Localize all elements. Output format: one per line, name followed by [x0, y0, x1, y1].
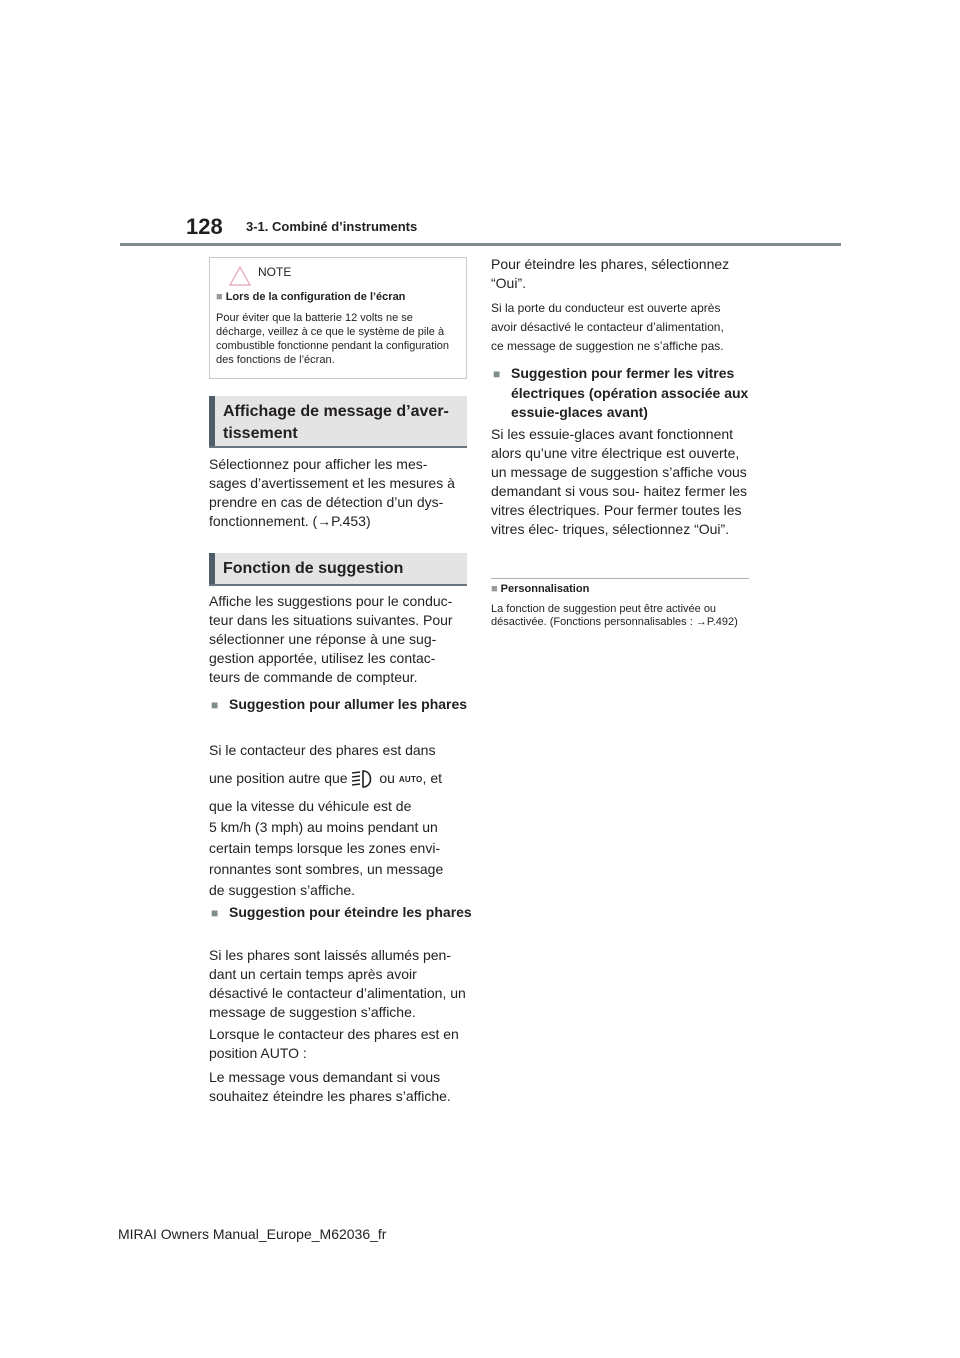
auto-icon: AUTO — [398, 774, 423, 784]
bullet-headlights-off: ■ Suggestion pour éteindre les phares — [211, 903, 485, 923]
heading-underline — [209, 584, 467, 586]
bullet-windows: ■ Suggestion pour fermer les vitres électriques (opération associée aux essuie-glaces avant) — [493, 364, 767, 422]
square-bullet-icon: ■ — [216, 291, 226, 303]
headlight-beam-icon — [351, 770, 375, 788]
headlights-off-text1: Si les phares sont laissés allumés pen- dant un certain temps après avoir désactivé le contacteur d’alimentation, un message de suggestion s’affiche. — [209, 947, 466, 1020]
heading-underline — [209, 446, 467, 448]
headlights-off-text2: Lorsque le contacteur des phares est en position AUTO : — [209, 1026, 459, 1061]
headlights-off-text4: Pour éteindre les phares, sélectionnez “Oui”. — [491, 256, 730, 291]
note-box — [209, 257, 467, 379]
windows-text: Si les essuie-glaces avant fonctionnent alors qu’une vitre électrique est ouverte, un message de suggestion s’affiche vous demandant si vous sou- haitez fermer les vitres électriques. Pour fermer toutes les vitres élec- triques, sélectionnez “Oui”. — [491, 426, 748, 537]
personalisation-divider — [491, 578, 749, 579]
heading-warning-message: Affichage de message d’aver- tissement — [209, 396, 467, 446]
warning-triangle-icon — [229, 266, 251, 286]
headlights-on-text: Si le contacteur des phares est dans une position autre que ou AUTO, et que la vitesse du véhicule est de 5 km/h (3 mph) au moins pendant un certain temps lorsque les zones envi- ronnantes sont sombres, un message de suggestion s’affiche. — [209, 742, 444, 898]
personalisation-title: ■ Personnalisation — [491, 583, 589, 595]
warning-text: Sélectionnez pour afficher les mes- sages d’avertissement et les mesures à prendre en cas de détection d’un dys- fonctionnement. (→P.453) — [209, 456, 455, 529]
bullet-headlights-on: ■ Suggestion pour allumer les phares — [211, 695, 485, 715]
note-subtitle: ■ Lors de la configuration de l’écran — [216, 291, 406, 303]
headlights-off-text3: Le message vous demandant si vous souhaitez éteindre les phares s’affiche. — [209, 1069, 451, 1104]
footer-text: MIRAI Owners Manual_Europe_M62036_fr — [118, 1226, 387, 1242]
page-number: 128 — [186, 214, 223, 239]
section-title: 3-1. Combiné d’instruments — [246, 219, 418, 234]
note-label: NOTE — [258, 265, 292, 279]
heading-suggestion: Fonction de suggestion — [209, 553, 467, 584]
suggestion-intro: Affiche les suggestions pour le conduc- teur dans les situations suivantes. Pour sélectionner une réponse à une sug- gestion apportée, utilisez les contac- teurs de commande de compteur. — [209, 593, 453, 685]
headlights-off-note: Si la porte du conducteur est ouverte après avoir désactivé le contacteur d’alimentation, ce message de suggestion ne s’affiche pas. — [491, 301, 724, 353]
personalisation-text: La fonction de suggestion peut être activée ou désactivée. (Fonctions personnalisables : →P.492) — [491, 603, 738, 628]
header-divider — [120, 243, 841, 246]
note-text: Pour éviter que la batterie 12 volts ne se décharge, veillez à ce que le système de pile à combustible fonctionne pendant la configuration des fonctions de l’écran. — [216, 312, 449, 366]
